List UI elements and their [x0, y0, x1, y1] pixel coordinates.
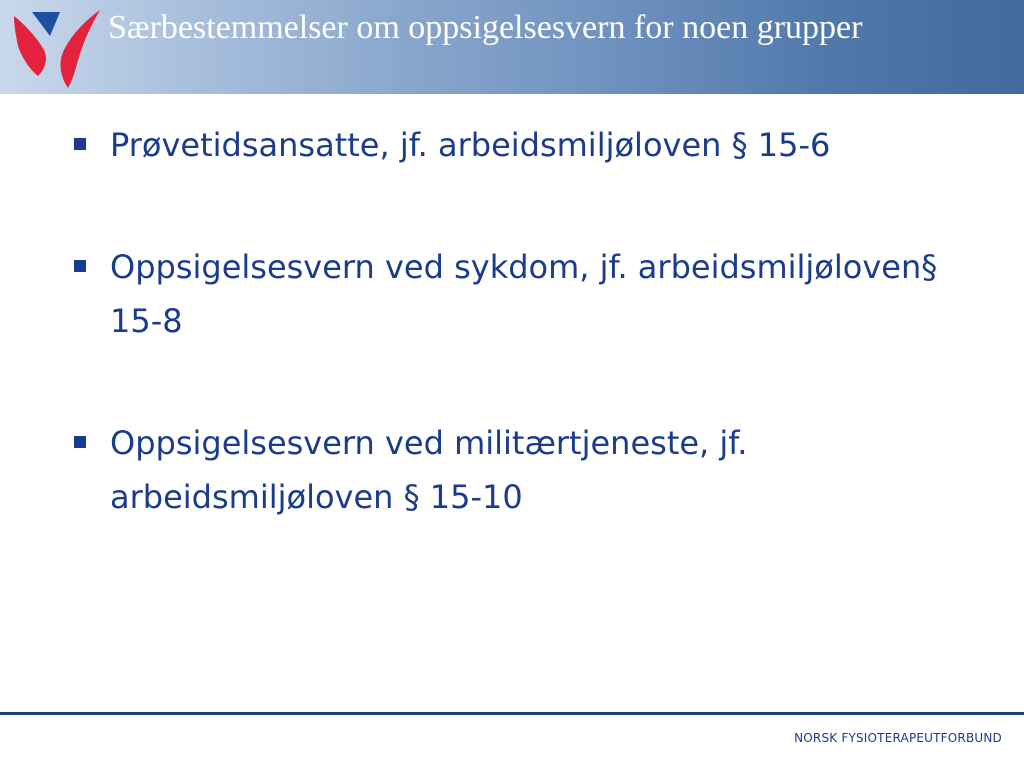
- bullet-text: Oppsigelsesvern ved militærtjeneste, jf. arbeidsmiljøloven § 15-10: [110, 424, 748, 516]
- slide-title: Særbestemmelser om oppsigelsesvern for noen grupper: [108, 9, 863, 46]
- list-item: [72, 118, 972, 172]
- bullet-text: Oppsigelsesvern ved sykdom, jf. arbeidsmiljøloven§ 15-8: [110, 248, 938, 340]
- square-bullet-icon: [74, 138, 86, 150]
- footer-divider: [0, 712, 1024, 715]
- bullet-list: [72, 118, 972, 592]
- list-item: [72, 416, 972, 524]
- square-bullet-icon: [74, 260, 86, 272]
- nff-logo-icon: [10, 6, 106, 90]
- bullet-text: Prøvetidsansatte, jf. arbeidsmiljøloven § 15-6: [110, 126, 831, 164]
- footer-organization: NORSK FYSIOTERAPEUTFORBUND: [794, 731, 1002, 745]
- list-item: [72, 240, 972, 348]
- square-bullet-icon: [74, 436, 86, 448]
